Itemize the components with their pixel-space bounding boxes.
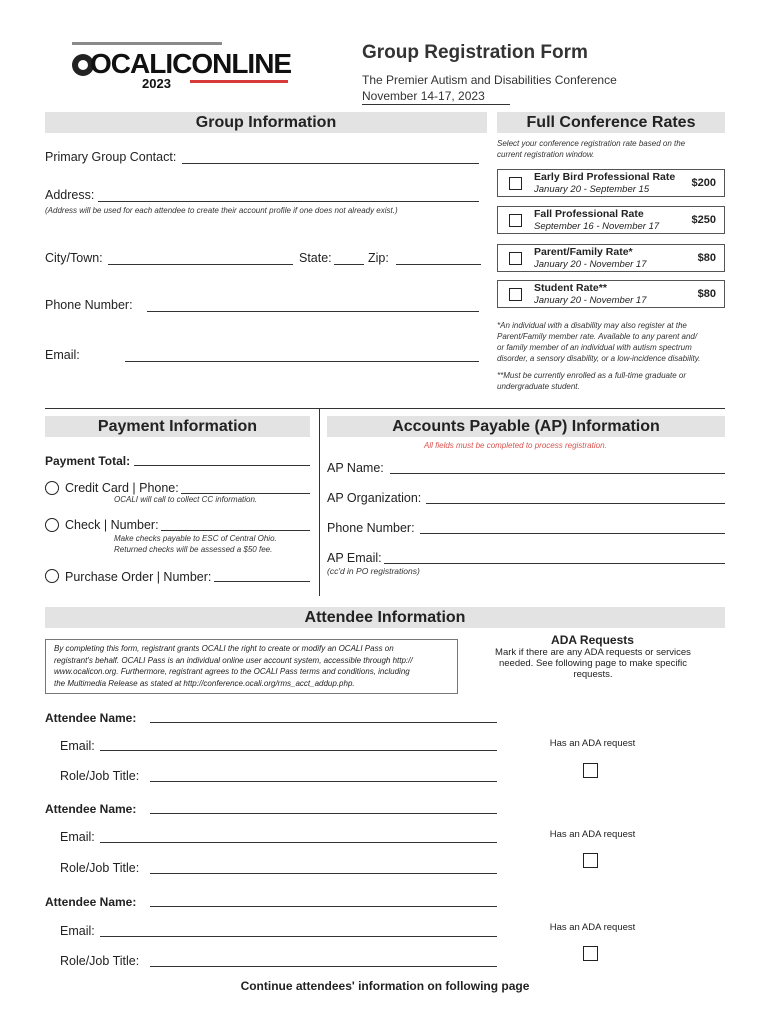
attendee-role-label: Role/Job Title:	[60, 954, 140, 968]
attendee-heading: Attendee Information	[45, 607, 725, 628]
rate-price: $200	[691, 177, 716, 189]
attendee-name-field[interactable]	[150, 813, 497, 814]
primary-contact-field[interactable]	[182, 163, 479, 164]
rate-option-student[interactable]	[497, 280, 725, 308]
credit-card-label: Credit Card | Phone:	[65, 481, 179, 495]
section-divider	[45, 408, 725, 409]
ada-request-label: Has an ADA request	[549, 829, 636, 840]
logo-year: 2023	[142, 76, 171, 91]
state-label: State:	[299, 251, 332, 265]
ap-email-field[interactable]	[384, 563, 725, 564]
rates-intro-1: Select your conference registration rate based on the	[497, 139, 686, 148]
email-label: Email:	[45, 348, 80, 362]
attendee-role-field[interactable]	[150, 873, 497, 874]
rates-note-1: Parent/Family member rate. Available to any parent and/	[497, 332, 698, 341]
ada-request-checkbox[interactable]	[583, 763, 598, 778]
attendee-name-label: Attendee Name:	[45, 802, 137, 816]
attendee-role-label: Role/Job Title:	[60, 769, 140, 783]
ap-phone-label: Phone Number:	[327, 521, 415, 535]
ap-email-note: (cc'd in PO registrations)	[327, 566, 420, 576]
rate-option-parent-family[interactable]	[497, 244, 725, 272]
city-label: City/Town:	[45, 251, 103, 265]
payment-heading: Payment Information	[45, 416, 310, 437]
attendee-email-field[interactable]	[100, 936, 497, 937]
purchase-order-field[interactable]	[214, 581, 310, 582]
rates-note-1: *An individual with a disability may also register at the	[497, 321, 687, 330]
attendee-role-field[interactable]	[150, 781, 497, 782]
consent-text: www.ocalicon.org. Furthermore, registrant agrees to the OCALI Pass terms and conditions, including	[54, 667, 410, 676]
check-note-2: Returned checks will be assessed a $50 fee.	[114, 545, 273, 554]
rates-heading: Full Conference Rates	[497, 112, 725, 133]
attendee-email-field[interactable]	[100, 842, 497, 843]
rates-note-1: disorder, a sensory disability, or a low-incidence disability.	[497, 354, 701, 363]
continue-note: Continue attendees' information on following page	[240, 979, 530, 993]
ap-org-label: AP Organization:	[327, 491, 422, 505]
rate-dates: September 16 - November 17	[534, 221, 660, 232]
logo	[72, 42, 292, 92]
ap-org-field[interactable]	[426, 503, 725, 504]
ap-heading: Accounts Payable (AP) Information	[327, 416, 725, 437]
form-subtitle: The Premier Autism and Disabilities Conference	[362, 73, 617, 87]
attendee-email-label: Email:	[60, 739, 95, 753]
payment-total-label: Payment Total:	[45, 454, 131, 468]
city-field[interactable]	[108, 264, 293, 265]
consent-box	[45, 639, 458, 694]
credit-card-note: OCALI will call to collect CC information.	[114, 495, 258, 504]
form-dates: November 14-17, 2023	[362, 89, 485, 103]
consent-text: By completing this form, registrant grants OCALI the right to create or modify an OCALI Pass on	[54, 644, 394, 653]
address-label: Address:	[45, 188, 95, 202]
phone-field[interactable]	[147, 311, 479, 312]
ada-description: needed. See following page to make specific	[498, 658, 687, 669]
rate-dates: January 20 - November 17	[534, 295, 647, 306]
logo-top-bar	[72, 42, 222, 45]
attendee-role-field[interactable]	[150, 966, 497, 967]
rates-note-1: or family member of an individual with autism spectrum	[497, 343, 692, 352]
logo-text: OCALICONLINE	[90, 48, 292, 79]
purchase-order-radio[interactable]	[45, 569, 59, 583]
purchase-order-label: Purchase Order | Number:	[65, 570, 212, 584]
payment-total-field[interactable]	[134, 465, 310, 466]
rate-checkbox[interactable]	[509, 252, 522, 265]
ap-required-note: All fields must be completed to process registration.	[424, 441, 607, 450]
attendee-email-label: Email:	[60, 924, 95, 938]
rate-name: Student Rate**	[534, 282, 607, 294]
ada-description: Mark if there are any ADA requests or services	[495, 647, 691, 658]
consent-text: the Multimedia Release as stated at http://conference.ocali.org/rms_acct_addup.php.	[54, 678, 355, 688]
rate-option-fall[interactable]	[497, 206, 725, 234]
vertical-divider	[319, 408, 320, 596]
ap-name-label: AP Name:	[327, 461, 384, 475]
address-note: (Address will be used for each attendee to create their account profile if one does not already exist.)	[45, 206, 398, 215]
ap-phone-field[interactable]	[420, 533, 725, 534]
rate-checkbox[interactable]	[509, 288, 522, 301]
ada-request-label: Has an ADA request	[549, 738, 636, 749]
ap-name-field[interactable]	[390, 473, 725, 474]
ada-request-checkbox[interactable]	[583, 853, 598, 868]
ada-request-label: Has an ADA request	[549, 922, 636, 933]
check-number-field[interactable]	[161, 530, 310, 531]
rate-option-early-bird[interactable]	[497, 169, 725, 197]
primary-contact-label: Primary Group Contact:	[45, 150, 177, 164]
header-divider	[362, 104, 510, 105]
check-radio[interactable]	[45, 518, 59, 532]
form-title: Group Registration Form	[362, 42, 588, 63]
consent-text: registrant's behalf. OCALI Pass is an individual online user account system, accessible through http://	[54, 655, 413, 665]
phone-label: Phone Number:	[45, 298, 133, 312]
state-field[interactable]	[334, 264, 364, 265]
rate-name: Parent/Family Rate*	[534, 246, 633, 258]
rate-name: Early Bird Professional Rate	[534, 171, 676, 183]
attendee-name-field[interactable]	[150, 906, 497, 907]
attendee-name-label: Attendee Name:	[45, 895, 137, 909]
rate-dates: January 20 - September 15	[534, 184, 650, 195]
ada-description: requests.	[573, 669, 613, 680]
rate-name: Fall Professional Rate	[534, 208, 644, 220]
rates-intro-2: current registration window.	[497, 150, 595, 159]
ap-email-label: AP Email:	[327, 551, 382, 565]
ada-title: ADA Requests	[551, 633, 634, 647]
rate-checkbox[interactable]	[509, 214, 522, 227]
attendee-name-label: Attendee Name:	[45, 711, 137, 725]
logo-red-bar	[190, 80, 288, 83]
rates-note-2: undergraduate student.	[497, 382, 580, 391]
check-label: Check | Number:	[65, 518, 159, 532]
credit-card-radio[interactable]	[45, 481, 59, 495]
attendee-role-label: Role/Job Title:	[60, 861, 140, 875]
address-field[interactable]	[98, 201, 479, 202]
attendee-email-label: Email:	[60, 830, 95, 844]
ada-request-checkbox[interactable]	[583, 946, 598, 961]
group-info-heading: Group Information	[45, 112, 487, 133]
check-note-1: Make checks payable to ESC of Central Ohio.	[114, 534, 277, 543]
rate-price: $80	[697, 252, 716, 264]
rate-price: $80	[697, 288, 716, 300]
zip-field[interactable]	[396, 264, 481, 265]
zip-label: Zip:	[368, 251, 389, 265]
attendee-email-field[interactable]	[100, 750, 497, 751]
email-field[interactable]	[125, 361, 479, 362]
rate-price: $250	[691, 214, 716, 226]
attendee-name-field[interactable]	[150, 722, 497, 723]
rate-dates: January 20 - November 17	[534, 259, 647, 270]
rate-checkbox[interactable]	[509, 177, 522, 190]
rates-note-2: **Must be currently enrolled as a full-time graduate or	[497, 371, 686, 380]
